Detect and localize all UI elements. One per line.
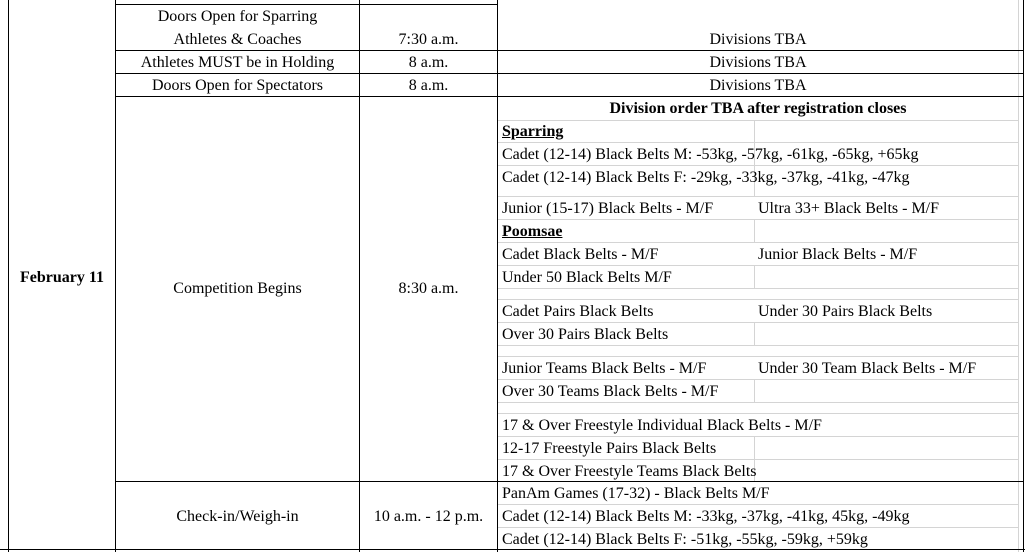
division-line: Cadet (12-14) Black Belts M: -53kg, -57kg, -61kg, -65kg, +65kg — [502, 146, 919, 163]
division-line: Under 30 Team Black Belts - M/F — [758, 360, 977, 377]
time-label: 8 a.m. — [408, 77, 449, 94]
date-label: February 11 — [20, 269, 104, 286]
time-label: 10 a.m. - 12 p.m. — [373, 508, 484, 525]
division-line: Over 30 Teams Black Belts - M/F — [502, 383, 719, 400]
division-line: Under 30 Pairs Black Belts — [758, 303, 933, 320]
detail-label: Divisions TBA — [709, 54, 807, 71]
division-order-heading: Division order TBA after registration closes — [609, 100, 907, 117]
gridline — [498, 120, 1018, 121]
gridline — [754, 265, 755, 289]
gridline — [754, 219, 755, 243]
division-line: Cadet Pairs Black Belts — [502, 303, 654, 320]
gridline — [754, 379, 755, 403]
division-line: Junior Black Belts - M/F — [758, 246, 918, 263]
detail-label: Divisions TBA — [709, 31, 807, 48]
division-line: Junior Teams Black Belts - M/F — [502, 360, 707, 377]
sparring-title: Sparring — [502, 123, 564, 140]
poomsae-title: Poomsae — [502, 223, 563, 240]
division-line: Over 30 Pairs Black Belts — [502, 326, 669, 343]
division-line: Junior (15-17) Black Belts - M/F — [502, 200, 714, 217]
division-line: Under 50 Black Belts M/F — [502, 269, 672, 286]
division-line: 17 & Over Freestyle Individual Black Belts - M/F — [502, 417, 822, 434]
division-line: Cadet Black Belts - M/F — [502, 246, 659, 263]
event-label: Check-in/Weigh-in — [176, 508, 299, 525]
division-line: PanAm Games (17-32) - Black Belts M/F — [502, 485, 770, 502]
time-label: 8 a.m. — [408, 54, 449, 71]
event-label: Doors Open for Sparring — [157, 8, 318, 25]
division-line: Cadet (12-14) Black Belts F: -29kg, -33kg, -37kg, -41kg, -47kg — [502, 169, 910, 186]
division-line: 12-17 Freestyle Pairs Black Belts — [502, 440, 717, 457]
gridline — [754, 322, 755, 346]
gridline — [1018, 0, 1019, 552]
division-line: 17 & Over Freestyle Teams Black Belts — [502, 463, 757, 480]
division-line: Ultra 33+ Black Belts - M/F — [758, 200, 940, 217]
time-label: 7:30 a.m. — [398, 31, 459, 48]
division-line: Cadet (12-14) Black Belts M: -33kg, -37kg, -41kg, 45kg, -49kg — [502, 508, 910, 525]
division-line: Cadet (12-14) Black Belts F: -51kg, -55kg, -59kg, +59kg — [502, 531, 868, 548]
detail-label: Divisions TBA — [709, 77, 807, 94]
event-label: Athletes MUST be in Holding — [140, 54, 335, 71]
border-line — [1023, 0, 1024, 552]
event-label: Competition Begins — [173, 280, 302, 297]
time-label: 8:30 a.m. — [398, 280, 459, 297]
event-label: Athletes & Coaches — [173, 31, 302, 48]
event-label: Doors Open for Spectators — [151, 77, 324, 94]
